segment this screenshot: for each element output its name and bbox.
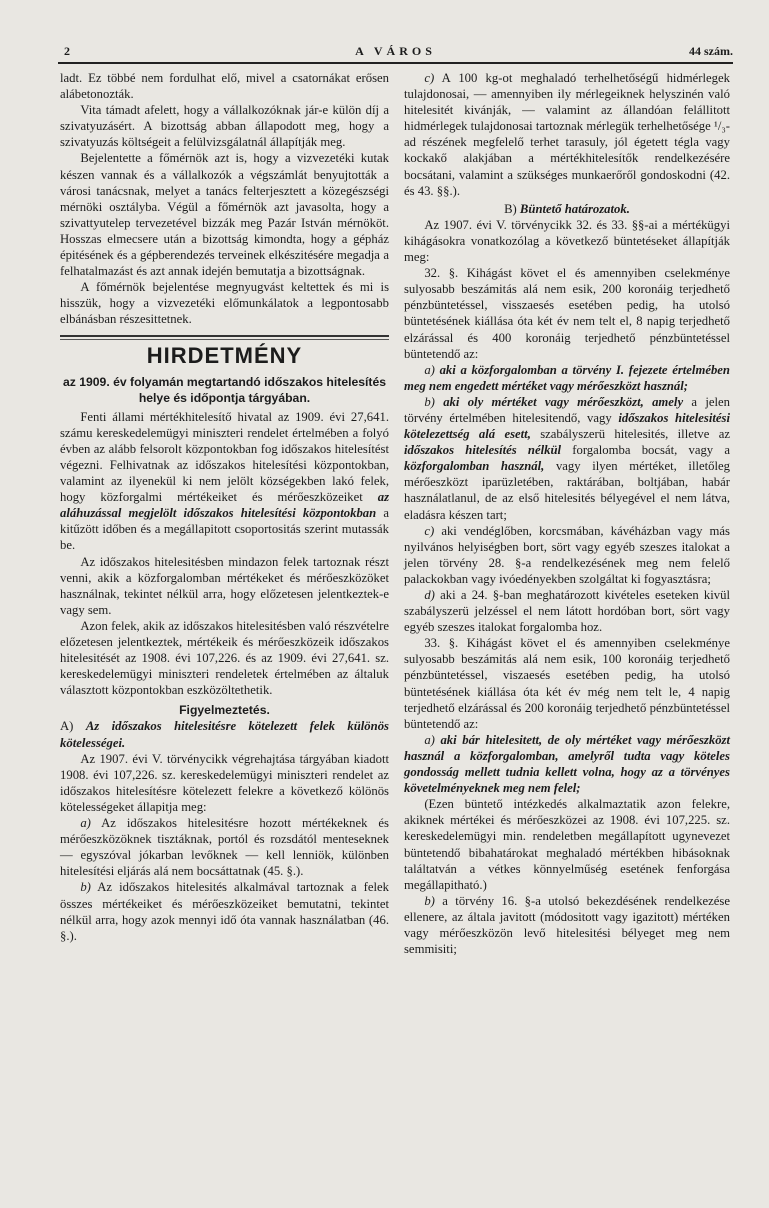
text-run: aki a 24. §-ban meghatározott kivételes eseteken kivül szabályszerü jelzéssel el nem látott hordóban bort, sört vagy egyéb szeszes italokat forgalomba hoz. [404,588,730,635]
warning-heading: Figyelmeztetés. [179,703,270,718]
paragraph: Bejelentette a főmérnök azt is, hogy a vizvezetéki kutak készen vannak és a vállalkozók a végszámlát benyujtották a városi tanácsnak, melyet a tanács felterjesztett a közegészségi mérnöki osztályba. Végül a főmérnök azt javasolta, hogy a szivattyutelep tervezetével bizzák meg Pazár István mérnököt. Hosszas elmecsere után a bizottság kimondta, hogy a gépház épitésének és a gépberendezés terveinek elkészitésére megadja a felhatalmazást és azt annak idején bemutatja a bizottságnak. [60,151,389,279]
issue-number: 44 szám. [689,44,733,58]
paragraph: Az időszakos hitelesitésben mindazon felek tartoznak részt venni, akik a közforgalomban mértékeket és mérőeszközöket használnak, tekintet nélkül arra, hogy előzetesen jelentkeztek-e vagy sem. [60,554,389,617]
list-item [404,362,730,394]
text-run: Fenti állami mértékhitelesítő hivatal az 1909. évi 27,641. számu kereskedelemügyi miniszteri rendelet értelmében a folyó évben az alább felsorolt központokban fog időszakos hitelesítést végezni. Felhivatnak az időszakos hitelesítési központokban, valamint az ilyenekül ki nem jelölt községekben lakó felek, hogy közforgalmi mértékeiket és mérőeszközeiket [60,409,389,505]
list-item [404,394,730,523]
announcement-subtitle: az 1909. év folyamán megtartandó időszakos hitelesítés helye és időpontja tárgyában. [62,374,387,405]
emphasis-text: az aláhuzással megjelölt időszakos hitelesítési központokban [60,490,389,521]
paragraph: Azon felek, akik az időszakos hitelesitésben való részvételre előzetesen jelentkeztek, mértékeik és mérőeszközeik időszakos hitelesitését az 1908. évi 107,226. és az 1909. évi 27,641. sz. kereskedelemügyi miniszteri rendeletek értelmében az általuk választott központokban eszközöltethetik. [60,618,389,698]
text-run: A 100 kg-ot meghaladó terhelhetőségű hidmérlegek tulajdonosai, — amennyiben ily mérlegeiknek helyszinén való hitelesitét kivánják, — valamint az állandóan felállitott hidmérlegek tulajdonosai tartoznak mérlegük terhelhetősége ¹/₃-ad részének megfelelő terhet tarasuly, jól égetett tégla vagy kockakő alakjában a mértékhitelesítők rendelkezésére bocsátani, valamint a szükséges munkaerőről gondoskodni (42. és 43. §§.). [404,71,730,198]
paragraph: 32. §. Kihágást követ el és amennyiben cselekménye sulyosabb beszámitás alá nem esik, 200 koronáig terjedhető pénzbüntetéssel, visszaesés esetében pedig, ha utolsó büntetésének kiállása óta két év nem telt el, 8 napig terjedhető elzárással és 400 koronáig terjedhető pénzbüntetéssel büntetendő az: [404,266,730,361]
text-run: vagy ilyen mértéket, illetőleg mérőeszközt iparüzletében, raktárában, boltjában, habár használatlanul, de az első hitelesités bélyegével el nem látva, eladásra készen tart; [404,459,730,522]
left-column [60,70,389,944]
paragraph: 33. §. Kihágást követ el és amennyiben cselekménye sulyosabb beszámitás alá nem esik, 100 koronáig terjedhető pénzbüntetéssel, viszaesés esetében pedig, ha utolsó büntetésének kiállása óta két év még nem telt le, 4 napig terjedhető elzárással és 200 koronáig terjedhető pénzbüntetéssel büntetendő az: [404,636,730,731]
page-number: 2 [64,44,70,58]
list-item [404,893,730,957]
section-a-heading [60,718,389,750]
item-label: c) [424,523,435,538]
text-run: Az időszakos hitelesitésre hozott mértékeknek és mérőeszközöknek tisztáknak, portól és rozsdától menteseknek — egyszóval jókarban levőknek — kell lenniök, különben hitelesítési eljárás alá nem bocsáttatnak (45. §.). [60,816,389,879]
section-letter: A) [60,719,86,734]
paragraph: Vita támadt afelett, hogy a vállalkozóknak jár-e külön díj a szivatyuzásért. A bizottság abban állapodott meg, hogy a szivatyuzás költségeit a felülvizsgálatnál állapítják meg. [60,103,389,150]
text-run: szabályszerü hitelesités, illetve az [530,427,730,442]
emphasis-text: aki bár hitelesitett, de oly mértéket vagy mérőeszközt használ a közforgalomban, amelyről tudta vagy köteles gondosság mellett tudnia kellett volna, hogy az a törvényes követelményeknek meg nem felel; [404,732,730,796]
paragraph [60,409,389,554]
list-item [60,815,389,879]
list-item [60,879,389,943]
divider [60,335,389,337]
item-label: b) [424,394,435,409]
text-run: forgalomba bocsát, vagy a [561,443,730,458]
list-item [404,732,730,796]
item-label: a) [424,362,435,377]
paragraph: Az 1907. évi V. törvénycikk végrehajtása tárgyában kiadott 1908. évi 107,226. sz. kereskedelemügyi miniszteri rendelet az időszakos hitelesítésre kötelezett felekre a következő kölönös kötelességeket állapitja meg: [60,751,389,814]
item-label: b) [80,880,91,895]
section-letter: B) [504,201,520,216]
right-column [404,70,730,957]
paragraph: A főmérnök bejelentése megnyugvást keltettek és mi is hisszük, hogy a vizvezetéki előmunkálatok a legpontosabb elbánásban részesittetnek. [60,280,389,327]
page-header [58,40,733,64]
divider [60,339,389,340]
list-item [404,523,730,587]
item-label: d) [424,588,435,602]
emphasis-text: időszakos hitelesítés nélkül [404,443,562,458]
text-run: Az időszakos hitelesités alkalmával tartoznak a felek összes mértékeiket és mérőeszközeiket bemutatni, tekintet nélkül arra, hogy azok mennyi idő óta vannak használatban (46. §.). [60,880,389,943]
paragraph: Az 1907. évi V. törvénycikk 32. és 33. §§-ai a mértékügyi kihágásokra vonatkozólag a következő büntetéseket állapítják meg: [404,217,730,265]
text-run: a törvény 16. §-a utolsó bekezdésének rendelkezése ellenere, az általa javitott (módositott vagy igazitott) mértéken vagy mérőeszközön levő hitelesitési bélyeget meg nem semmisiti; [404,893,730,957]
item-label: b) [424,893,435,908]
text-run: a jelen törvény értelmében hitelesitendő, vagy [404,394,730,425]
emphasis-text: aki oly mértéket vagy mérőeszközt, amely [434,394,684,409]
text-run: aki vendéglőben, korcsmában, kávéházban vagy más nyilvános helyiségben bort, sört vagy egyéb szeszes italokat a jelen törvény 28. §-a rendelkezésének meg nem felelő palackokban vagy ivóedényekben szolgáltat ki fogyasztásra; [404,523,730,586]
list-item [404,587,730,635]
list-item [404,70,730,199]
emphasis-text: időszakos hitelesitési kötelezettség alá esett, [404,410,731,442]
emphasis-text: aki a közforgalomban a törvény I. fejezete értelmében meg nem engedett mértéket vagy mérőeszközt használ; [404,362,730,393]
item-label: a) [80,816,91,831]
announcement-title: HIRDETMÉNY [146,342,303,368]
publication-title: A VÁROS [355,44,436,58]
paragraph: (Ezen büntető intézkedés alkalmaztatik azon felekre, akiknek mértékei és mérőeszközei az 1908. évi 107,225. sz. kereskedelemügyi min. rendeletben megállapított ugynevezet büntetendő bibahatárokat meghaladó mértékben hibásoknak találtatván a vétkes könnyelműség esetének fenforgása megállapitható.) [404,797,730,892]
section-b-heading [404,201,730,217]
text-run: a kitűzött időben és a megállapitott csoportositás szerint mutassák be. [60,506,389,553]
item-label: c) [424,71,435,85]
section-title: Az időszakos hitelesitésre kötelezett felek különös kötelességei. [60,719,389,750]
section-title: Büntető határozatok. [519,201,630,216]
paragraph: ladt. Ez többé nem fordulhat elő, mivel a csatornákat erősen alábetonozták. [60,71,389,102]
item-label: a) [424,732,435,747]
emphasis-text: közforgalomban használ, [404,459,545,474]
